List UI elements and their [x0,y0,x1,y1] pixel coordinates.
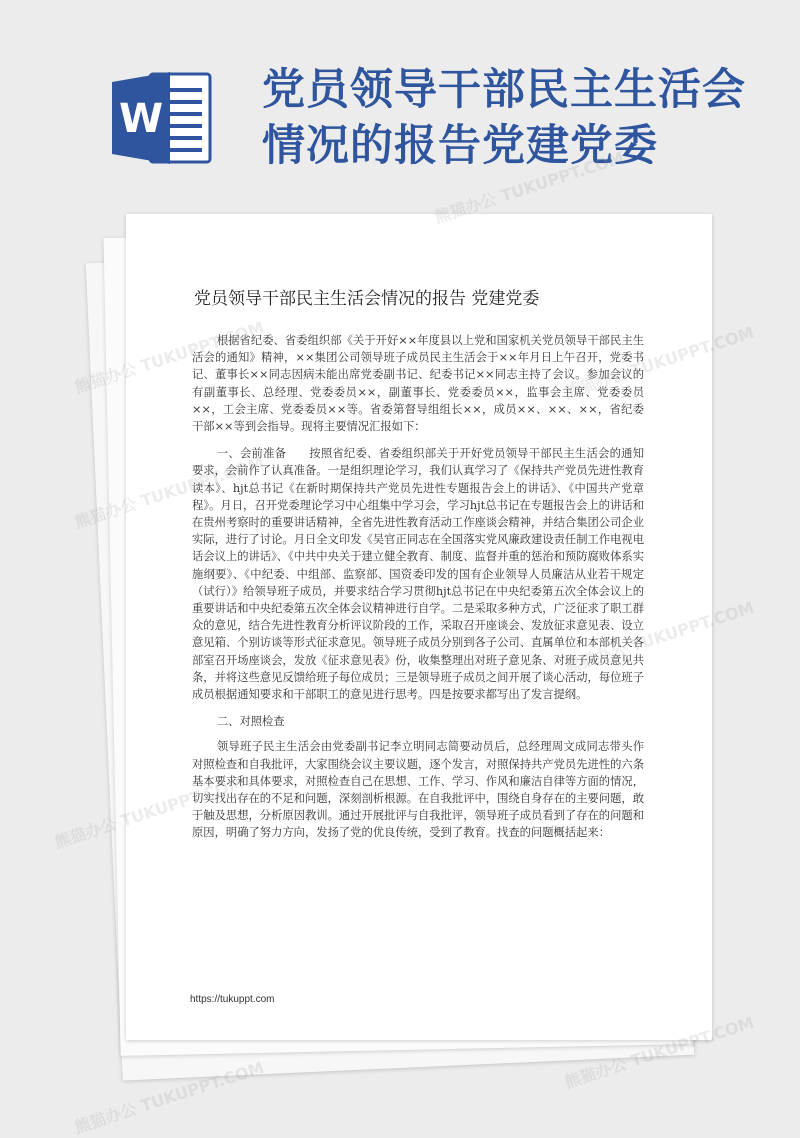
banner [0,0,800,215]
watermark: 熊猫办公 TUKUPPT.COM [432,147,627,228]
watermark: 熊猫办公 [562,1054,629,1093]
footer-url[interactable]: https://tukuppt.com [190,994,275,1005]
watermark: 熊猫办公 [52,814,119,853]
document-title: 党员领导干部民主生活会情况的报告 党建党委 [194,289,540,309]
section-heading: 二、对照检查 [216,715,285,729]
banner-title: 党员领导干部民主生活会情况的报告党建党委 [262,65,746,171]
paragraph-self-check: 领导班子民主生活会由党委副书记李立明同志简要动员后，总经理周文成同志带头作对照检查和自我批评，大家围绕会议主要议题，逐个发言，对照保持共产党员先进性的六条基本要求和具体要求，对照检查自己在思想、工作、学习、作风和廉洁自律等方面的情况，切实找出存在的不足和问题，深刻剖析根源。在自我批评中，围绕自身存在的主要问题，敢于触及思想，分析原因教训。通过开展批评与自我批评，领导班子成员看到了存在的问题和原因，明确了努力方向，发扬了党的优良传统，受到了教育。找查的问题概括起来： [192,740,644,840]
watermark: 熊猫办公 TUKUPPT.COM [72,1057,267,1138]
paragraph-preparation: 一、会前准备 按照省纪委、省委组织部关于开好党员领导干部民主生活会的通知要求，会前作了认真准备。一是组织理论学习，我们认真学习了《保持共产党员先进性教育读本》、hjt总书记《在新时期保持共产党员先进性专题报告会上的讲话》、《中国共产党章程》。月日，召开党委理论学习中心组集中学习会，学习hjt总书记在专题报告会上的讲话和在贵州考察时的重要讲话精神，全省先进性教育活动工作座谈会精神，并结合集团公司企业实际，进行了讨论。月日全文印发《吴官正同志在全国落实党风廉政建设责任制工作电视电话会议上的讲话》、《中共中央关于建立健全教育、制度、监督并重的惩治和预防腐败体系实施纲要》、《中纪委、中组部、监察部、国资委印发的国有企业领导人员廉洁从业若干规定（试行）》给领导班子成员，并要求结合学习贯彻hjt总书记在中央纪委第五次全体会议上的重要讲话和中央纪委第五次全体会议精神进行自学。二是采取多种方式，广泛征求了职工群众的意见，结合先进性教育分析评议阶段的工作，采取召开座谈会、发放征求意见表、设立意见箱、个别访谈等形式征求意见。领导班子成员分别到各子公司、直属单位和本部机关各部室召开场座谈会，发放《征求意见表》份，收集整理出对班子意见条、对班子成员意见共条，并将这些意见反馈给班子每位成员；三是领导班子成员之间开展了谈心活动，每位班子成员根据通知要求和干部职工的意见进行思考。四是按要求都写出了发言提纲。 [192,447,644,702]
word-document-icon [112,72,212,164]
document-body [192,332,644,852]
svg-text:W: W [118,96,164,142]
paragraph-intro: 根据省纪委、省委组织部《关于开好××年度县以上党和国家机关党员领导干部民主生活会的通知》精神，××集团公司领导班子成员民主生活会于××年月日上午召开，党委书记、董事长××同志因病未能出席党委副书记、纪委书记××同志主持了会议。参加会议的有副董事长、总经理、党委委员××，副董事长、党委委员××，监事会主席、党委委员××，工会主席、党委委员××等。省委第督导组组长××，成员××、××、××，省纪委干部××等到会指导。现将主要情况汇报如下： [192,334,644,434]
document-page [126,214,712,1040]
